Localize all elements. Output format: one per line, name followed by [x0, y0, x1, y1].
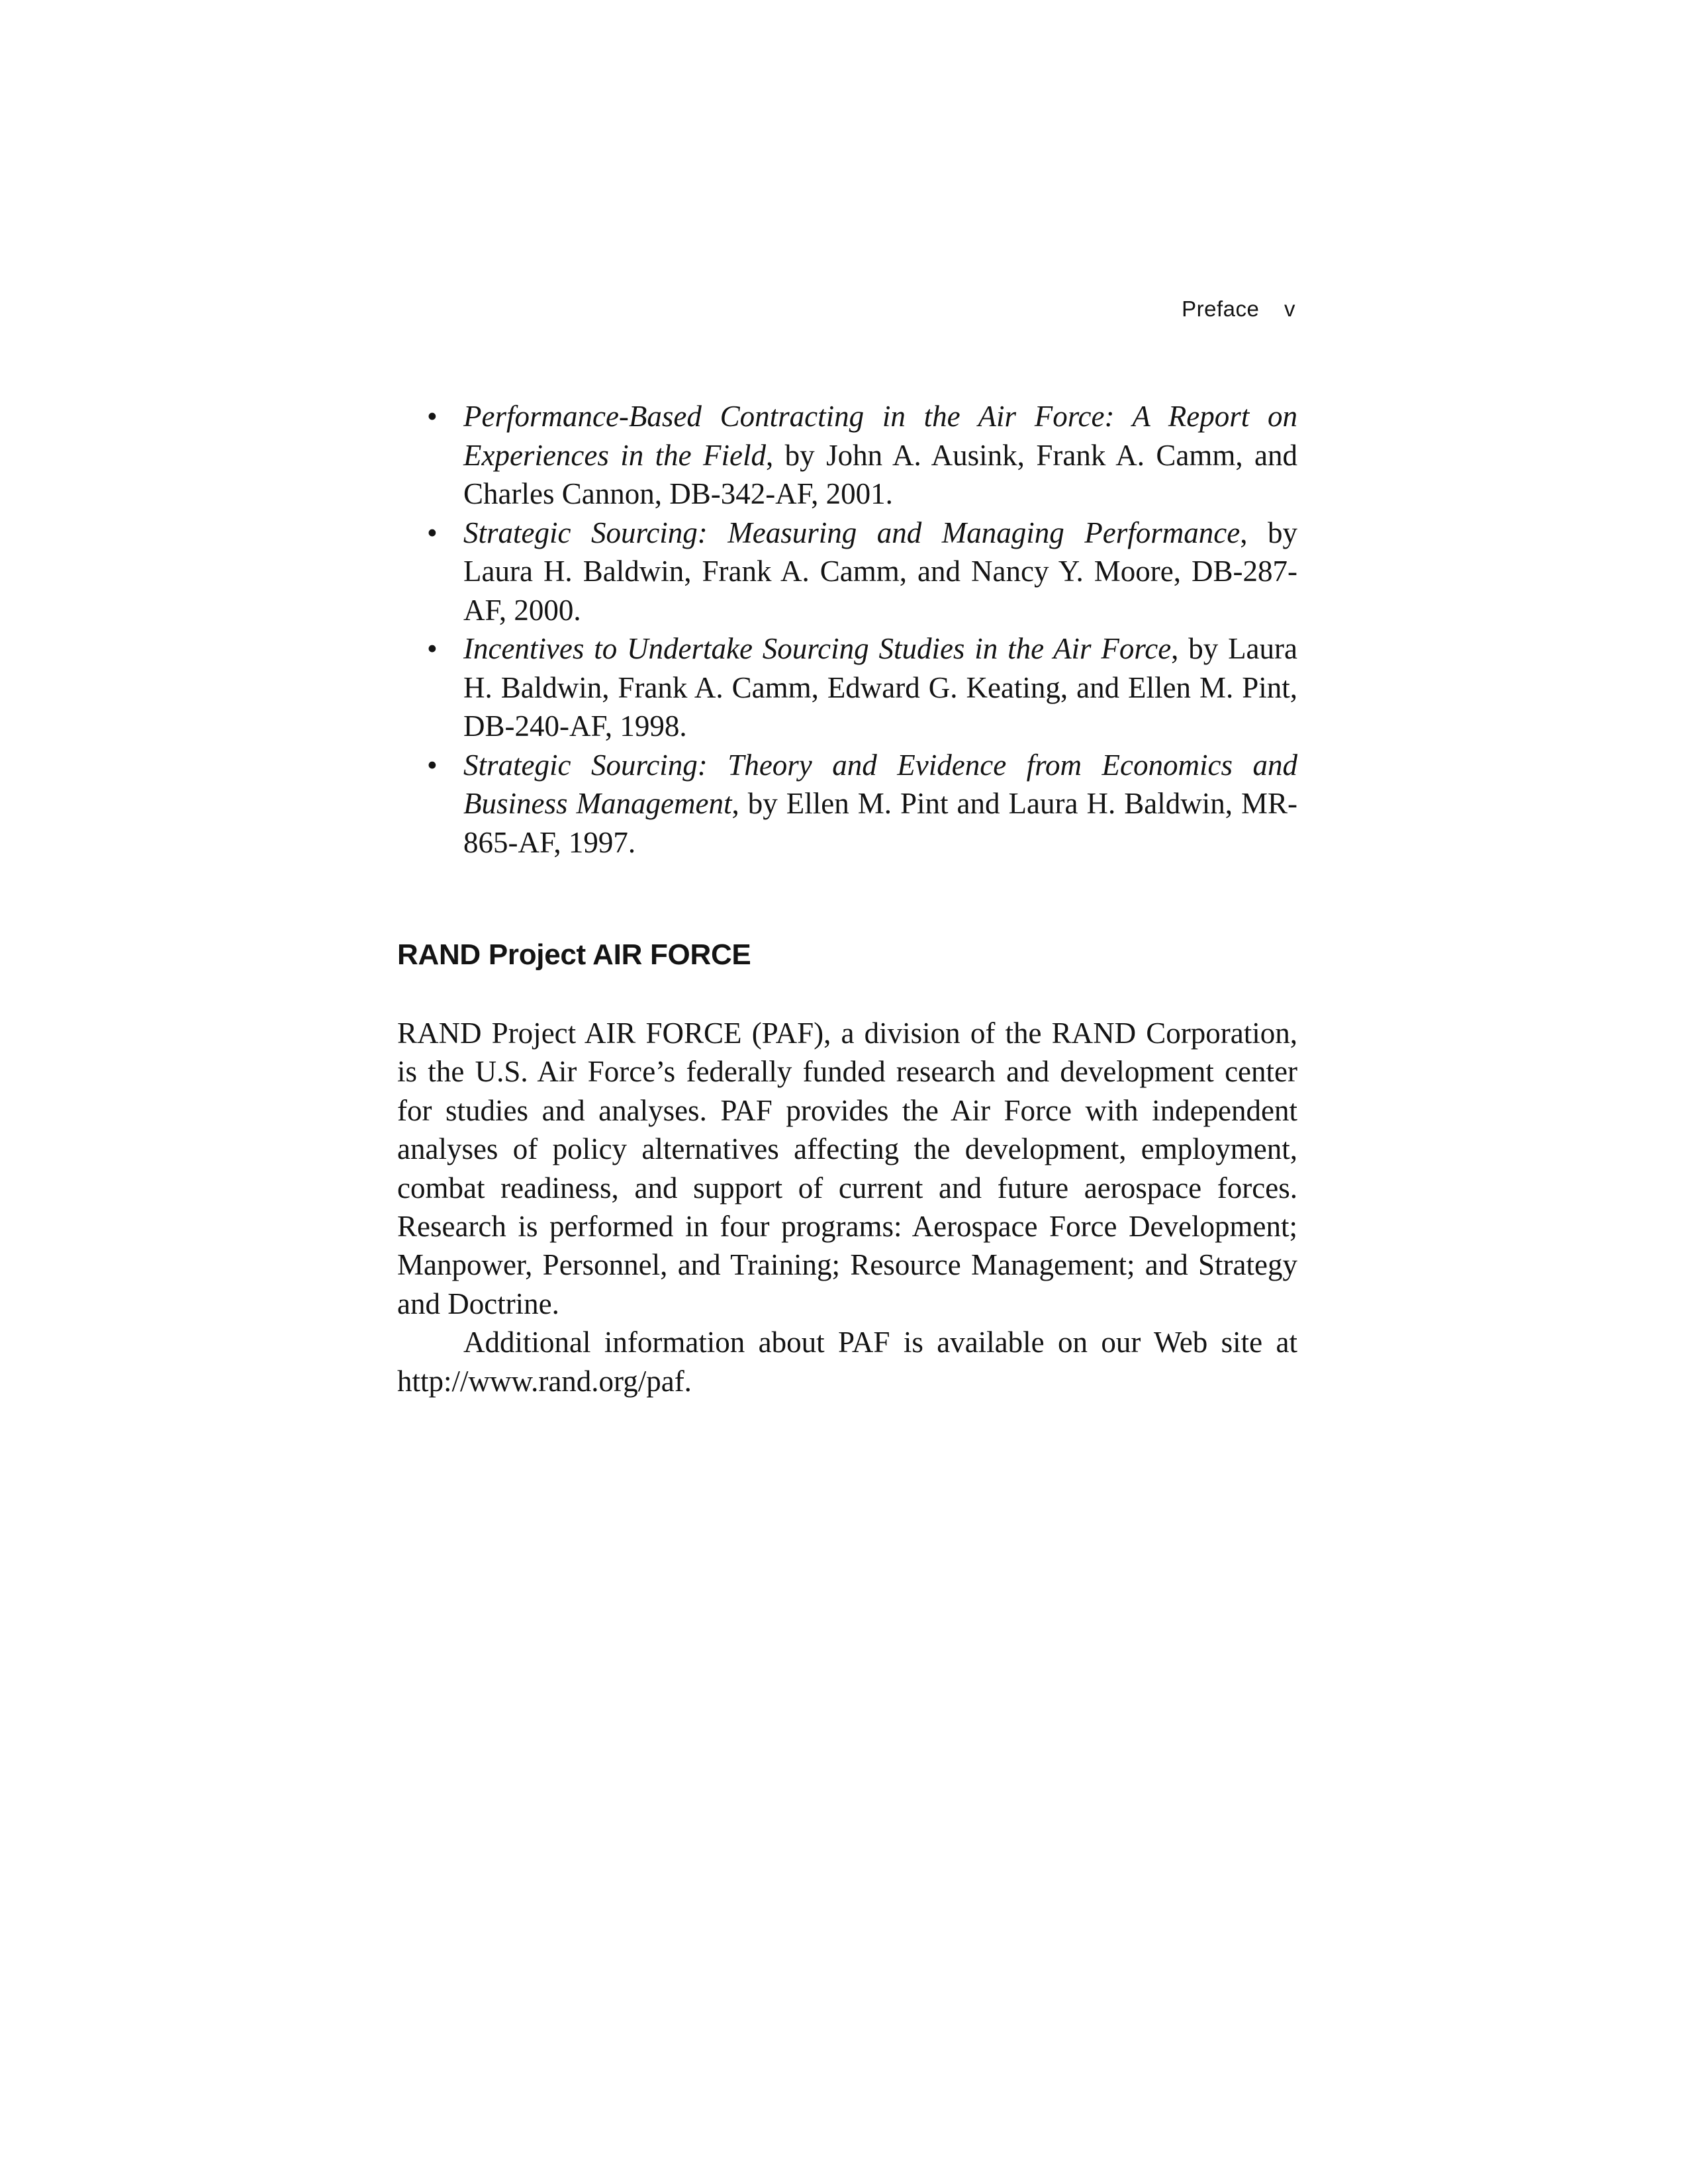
running-head — [1182, 296, 1295, 322]
bullet-icon: • — [427, 400, 438, 433]
bullet-icon: • — [427, 632, 438, 665]
bullet-icon: • — [427, 748, 438, 782]
reference-details: , by Laura H. Baldwin, Frank A. Camm, Edward G. Keating, and Ellen M. Pint, DB-240-AF, 1998. — [463, 632, 1297, 743]
reference-details: , by John A. Ausink, Frank A. Camm, and Charles Cannon, DB-342-AF, 2001. — [463, 438, 1297, 510]
reference-title: Strategic Sourcing: Theory and Evidence from Economics and Business Management — [463, 748, 1297, 820]
body-paragraph: Additional information about PAF is available on our Web site at http://www.rand.org/paf. — [397, 1326, 1297, 1398]
section-body — [397, 1014, 1297, 1400]
reference-item — [397, 746, 1297, 862]
page-number: v — [1284, 296, 1295, 321]
bullet-icon: • — [427, 516, 438, 549]
reference-item — [397, 629, 1297, 746]
section-heading: RAND Project AIR FORCE — [397, 938, 751, 971]
reference-details: , by Ellen M. Pint and Laura H. Baldwin, MR-865-AF, 1997. — [463, 787, 1297, 859]
reference-title: Incentives to Undertake Sourcing Studies in the Air Force — [463, 632, 1172, 665]
reference-list — [397, 397, 1297, 862]
reference-title: Performance-Based Contracting in the Air Force: A Report on Experiences in the Field — [463, 400, 1297, 472]
reference-title: Strategic Sourcing: Measuring and Managing Performance — [463, 516, 1241, 549]
body-paragraph: RAND Project AIR FORCE (PAF), a division of the RAND Corporation, is the U.S. Air Force’s federally funded research and development center for studies and analyses. PAF provides the Air Force with independent analyses of policy alternatives affecting the development, employment, combat readiness, and support of current and future aerospace forces. Research is performed in four programs: Aerospace Force Development; Manpower, Personnel, and Training; Resource Management; and Strategy and Doctrine. — [397, 1017, 1297, 1320]
reference-details: , by Laura H. Baldwin, Frank A. Camm, and Nancy Y. Moore, DB-287-AF, 2000. — [463, 516, 1297, 627]
running-head-section: Preface — [1182, 296, 1260, 321]
reference-item — [397, 514, 1297, 630]
reference-item — [397, 397, 1297, 514]
